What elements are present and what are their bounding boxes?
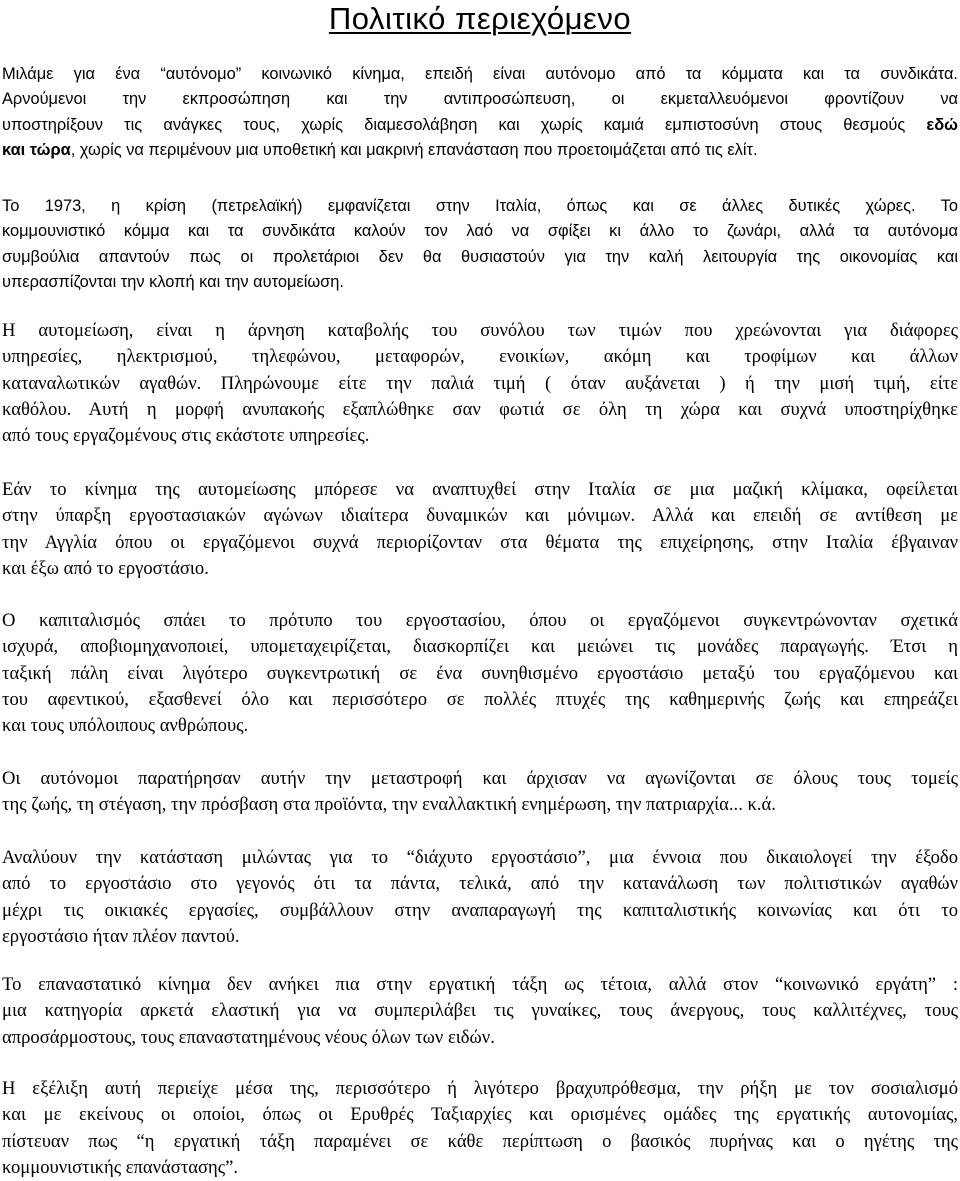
text-line: [2, 138, 958, 163]
text-line: την Αγγλία όπου οι εργαζόμενοι συχνά περιορίζονταν στα θέματα της επιχείρησης, στην Ιταλία έβγαιναν: [2, 531, 958, 553]
paragraph-diffuse-factory: [2, 845, 958, 950]
text-line: ισχυρά, αποβιομηχανοποιεί, υπομεταχειρίζεται, διασκορπίζει και μειώνει τις μονάδες παραγωγής. Έτσι η: [2, 636, 958, 658]
text-line: Η αυτομείωση, είναι η άρνηση καταβολής του συνόλου των τιμών που χρεώνονται για διάφορες: [2, 320, 958, 341]
text-line: μέχρι τις οικιακές εργασίες, συμβάλλουν στην αναπαραγωγή της καπιταλιστικής κοινωνίας και ότι το: [2, 899, 958, 921]
text-line: Μιλάμε για ένα “αυτόνομο” κοινωνικό κίνημα, επειδή είναι αυτόνομο από τα κόμματα και τα συνδικάτα.: [2, 65, 958, 83]
text-line: και με εκείνους οι οποίοι, όπως οι Ερυθρές Ταξιαρχίες και ορισμένες ομάδες της εργατικής αυτονομίας,: [2, 1104, 958, 1126]
text-line: από το εργοστάσιο στο γεγονός ότι τα πάντα, τελικά, από την κατανάλωση των πολιτιστικών αγαθών: [2, 873, 958, 895]
text-line: υπερασπίζονται την κλοπή και την αυτομείωση.: [2, 273, 344, 292]
paragraph-autonomists-shift: [2, 766, 958, 819]
text-line: Το επαναστατικό κίνημα δεν ανήκει πια στην εργατική τάξη ως τέτοια, αλλά στον “κοινωνικό εργάτη” :: [2, 974, 958, 995]
text-line: από τους εργαζομένους στις εκάστοτε υπηρεσίες.: [2, 425, 370, 447]
paragraph-self-reduction: [2, 318, 958, 449]
text-line: Η εξέλιξη αυτή περιείχε μέσα της, περισσότερο ή λιγότερο βραχυπρόθεσμα, την ρήξη με τον σοσιαλισμό: [2, 1078, 958, 1099]
bold-text: και τώρα: [2, 141, 71, 160]
text-line: Το 1973, η κρίση (πετρελαϊκή) εμφανίζεται στην Ιταλία, όπως και σε άλλες δυτικές χώρες. Το: [2, 197, 958, 215]
text-line: της ζωής, τη στέγαση, την πρόσβαση στα προϊόντα, την εναλλακτική ενημέρωση, την πατριαρχία... κ.ά.: [2, 794, 776, 816]
text-line: [2, 113, 958, 138]
text-line: στην ύπαρξη εργοστασιακών αγώνων ιδιαίτερα δυναμικών και μόνιμων. Αλλά και επειδή σε αντίθεση με: [2, 505, 958, 527]
text-line: και τους υπόλοιπους ανθρώπους.: [2, 715, 249, 737]
text-line: του αφεντικού, εξασθενεί όλο και περισσότερο σε πολλές πτυχές της καθημερινής ζωής και επηρεάζει: [2, 688, 958, 710]
text-line: Αναλύουν την κατάσταση μιλώντας για το “διάχυτο εργοστάσιο”, μια έννοια που δικαιολογεί την έξοδο: [2, 847, 958, 868]
paragraph-rupture-socialism: [2, 1076, 958, 1181]
text-line: καταναλωτικών αγαθών. Πληρώνουμε είτε την παλιά τιμή ( όταν αυξάνεται ) ή την μισή τιμή, είτε: [2, 372, 958, 394]
text-line: υπηρεσίες, ηλεκτρισμού, τηλεφώνου, μεταφορών, ενοικίων, ακόμη και τροφίμων και άλλων: [2, 346, 958, 368]
paragraph-capitalism-factory: [2, 608, 958, 739]
text-line: πίστευαν πως “η εργατική τάξη παραμένει σε κάθε περίπτωση ο βασικός πυρήνας και ο ηγέτης της: [2, 1130, 958, 1152]
text-line: κομμουνιστικό κόμμα και τα συνδικάτα καλούν τον λαό να σφίξει κι άλλο το ζωνάρι, αλλά τα αυτόνομα: [2, 222, 958, 241]
bold-text: εδώ: [926, 115, 958, 134]
text-line: Οι αυτόνομοι παρατήρησαν αυτήν την μεταστροφή και άρχισαν να αγωνίζονται σε όλους τους τομείς: [2, 768, 958, 789]
page-title: Πολιτικό περιεχόμενο: [328, 1, 632, 36]
text-line: καθόλου. Αυτή η μορφή ανυπακοής εξαπλώθηκε σαν φωτιά σε όλη τη χώρα και συχνά υποστηρίχθηκε: [2, 398, 958, 420]
text-line: συμβούλια απαντούν πως οι προλετάριοι δεν θα θυσιαστούν για την καλή λειτουργία της οικονομίας και: [2, 247, 958, 266]
text-line: και έξω από το εργοστάσιο.: [2, 557, 209, 579]
text-line: ταξική πάλη είναι λιγότερο συγκεντρωτική σε ένα συνηθισμένο εργοστάσιο μεταξύ του εργαζόμενου και: [2, 662, 958, 684]
text-line: εργοστάσιο ήταν πλέον παντού.: [2, 925, 240, 947]
text-line: Αρνούμενοι την εκπροσώπηση και την αντιπροσώπευση, οι εκμεταλλευόμενοι φροντίζουν να: [2, 90, 958, 109]
paragraph-movement-italy: [2, 477, 958, 582]
text-line: Ο καπιταλισμός σπάει το πρότυπο του εργοστασίου, όπου οι εργαζόμενοι συγκεντρώνονταν σχετικά: [2, 610, 958, 631]
text-line: απροσάρμοστους, τους επαναστατημένους νέους όλων των ειδών.: [2, 1026, 495, 1048]
text-line: κομμουνιστικής επανάστασης”.: [2, 1156, 239, 1178]
text-segment: υποστηρίξουν τις ανάγκες τους, χωρίς διαμεσολάβηση και χωρίς καμιά εμπιστοσύνη στους θεσμούς: [2, 115, 906, 134]
text-line: μια κατηγορία αρκετά ελαστική για να συμπεριλάβει τις γυναίκες, τους άνεργους, τους καλλιτέχνες, τους: [2, 1000, 958, 1022]
paragraph-1973-crisis: [2, 194, 958, 296]
text-line: Εάν το κίνημα της αυτομείωσης μπόρεσε να αναπτυχθεί στην Ιταλία σε μια μαζική κλίμακα, οφείλεται: [2, 479, 958, 500]
paragraph-social-worker: [2, 972, 958, 1051]
paragraph-autonomous-movement: [2, 62, 958, 164]
text-segment: , χωρίς να περιμένουν μια υποθετική και μακρινή επανάσταση που προετοιμάζεται από τις ελίτ.: [70, 141, 758, 160]
